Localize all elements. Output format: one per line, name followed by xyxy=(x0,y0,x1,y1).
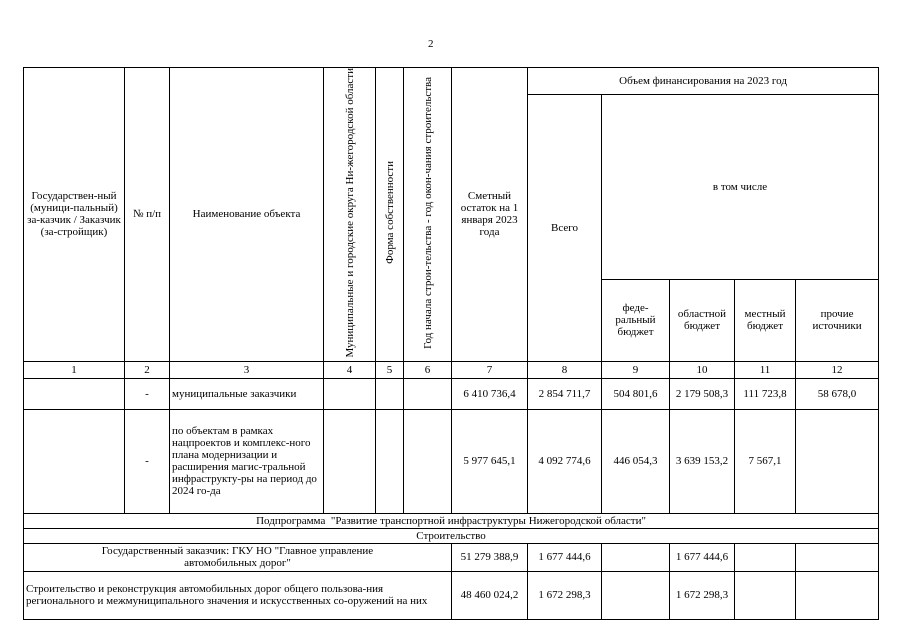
table-row xyxy=(24,409,879,513)
header-customer: Государствен-ный (муници-пальный) за-казчик / Заказчик (за-стройщик) xyxy=(24,68,125,362)
local-value: 7 567,1 xyxy=(735,409,796,513)
other-value: 58 678,0 xyxy=(796,378,879,409)
federal-value: 446 054,3 xyxy=(602,409,670,513)
header-years: Год начала строи-тельства - год окон-чания строительства xyxy=(404,68,452,362)
local-value: 111 723,8 xyxy=(735,378,796,409)
section-title: Строительство xyxy=(24,528,879,543)
row-number: - xyxy=(125,409,170,513)
header-local: местный бюджет xyxy=(735,279,796,361)
column-number: 1 xyxy=(24,361,125,378)
header-regional: областной бюджет xyxy=(670,279,735,361)
column-number: 4 xyxy=(324,361,376,378)
header-ownership: Форма собственности xyxy=(376,68,404,362)
column-number: 10 xyxy=(670,361,735,378)
total-value: 4 092 774,6 xyxy=(528,409,602,513)
row-number: - xyxy=(125,378,170,409)
column-number: 11 xyxy=(735,361,796,378)
column-number: 2 xyxy=(125,361,170,378)
customer-row xyxy=(24,543,879,571)
financing-table xyxy=(23,67,879,620)
federal-value: 504 801,6 xyxy=(602,378,670,409)
header-total: Всего xyxy=(528,95,602,362)
header-object-name: Наименование объекта xyxy=(170,68,324,362)
regional-value: 1 672 298,3 xyxy=(670,571,735,619)
construction-row xyxy=(24,571,879,619)
subprogram-title: Подпрограмма "Развитие транспортной инфраструктуры Нижегородской области" xyxy=(24,513,879,528)
balance-value: 5 977 645,1 xyxy=(452,409,528,513)
header-federal: феде-ральный бюджет xyxy=(602,279,670,361)
object-name: по объектам в рамках нацпроектов и комплекс-ного плана модернизации и расширения магис-тральной инфраструкту-ры на период до 2024 го-да xyxy=(170,409,324,513)
customer-name: Государственный заказчик: ГКУ НО "Главное управление автомобильных дорог" xyxy=(24,543,452,571)
balance-value: 51 279 388,9 xyxy=(452,543,528,571)
column-number: 8 xyxy=(528,361,602,378)
total-value: 2 854 711,7 xyxy=(528,378,602,409)
total-value: 1 677 444,6 xyxy=(528,543,602,571)
table-row xyxy=(24,378,879,409)
balance-value: 6 410 736,4 xyxy=(452,378,528,409)
header-number: № п/п xyxy=(125,68,170,362)
column-number: 5 xyxy=(376,361,404,378)
regional-value: 2 179 508,3 xyxy=(670,378,735,409)
regional-value: 3 639 153,2 xyxy=(670,409,735,513)
page-number: 2 xyxy=(428,38,434,50)
header-estimated-balance: Сметный остаток на 1 января 2023 года xyxy=(452,68,528,362)
object-name: муниципальные заказчики xyxy=(170,378,324,409)
column-number: 9 xyxy=(602,361,670,378)
column-number: 3 xyxy=(170,361,324,378)
regional-value: 1 677 444,6 xyxy=(670,543,735,571)
balance-value: 48 460 024,2 xyxy=(452,571,528,619)
column-number: 7 xyxy=(452,361,528,378)
header-including: в том числе xyxy=(602,95,879,280)
construction-name: Строительство и реконструкция автомобильных дорог общего пользова-ния регионального и межмуниципального значения и искусственных со-оружений на них xyxy=(24,571,452,619)
header-municipality: Муниципальные и городские округа Ни-жегородской области xyxy=(324,68,376,362)
total-value: 1 672 298,3 xyxy=(528,571,602,619)
column-numbers-row xyxy=(24,361,879,378)
header-funding-volume: Объем финансирования на 2023 год xyxy=(528,68,879,95)
column-number: 6 xyxy=(404,361,452,378)
header-other: прочие источники xyxy=(796,279,879,361)
column-number: 12 xyxy=(796,361,879,378)
other-value xyxy=(796,409,879,513)
